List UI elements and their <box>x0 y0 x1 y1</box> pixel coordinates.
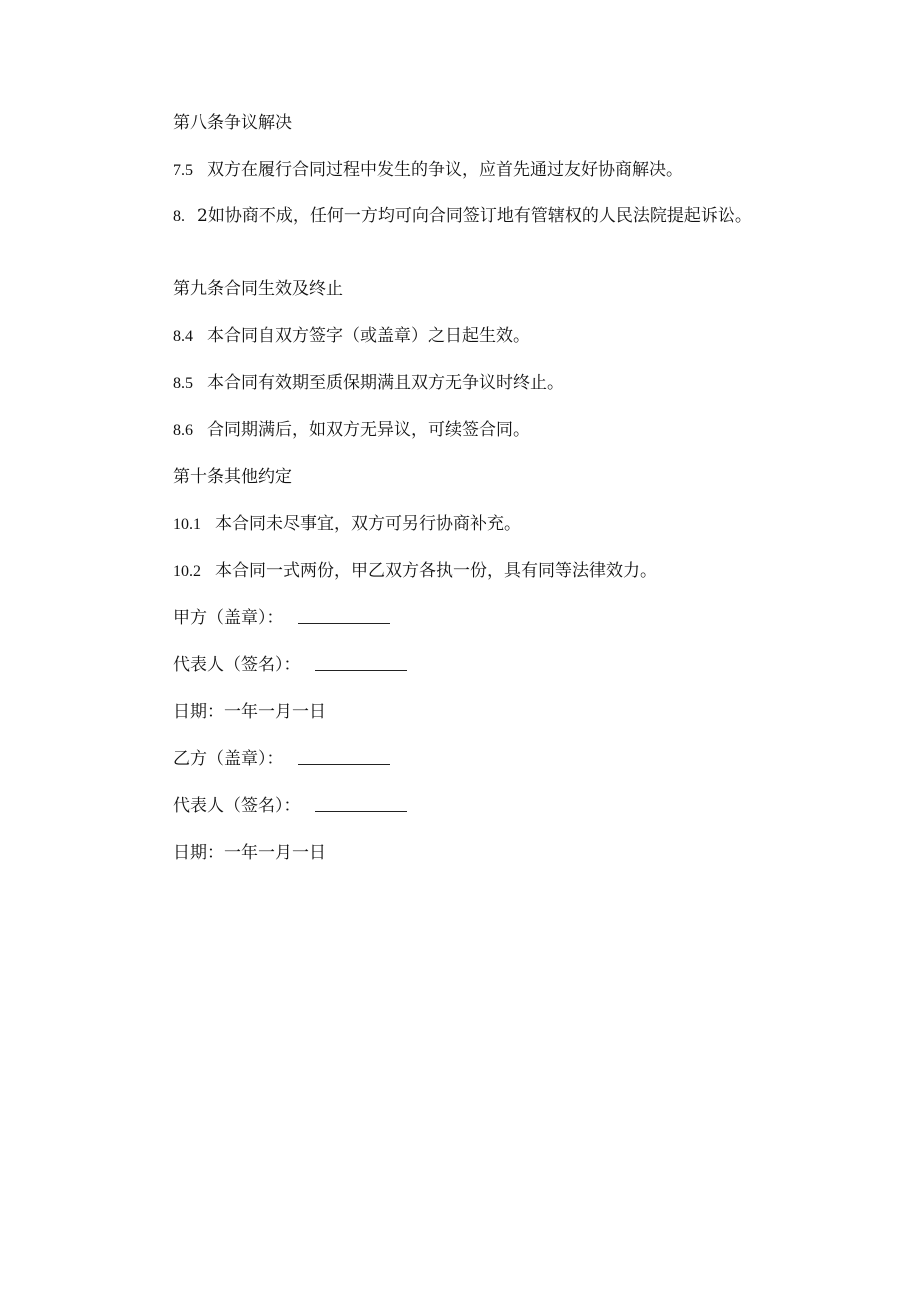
article-8-heading: 第八条争议解决 <box>173 113 292 133</box>
party-a-seal-blank[interactable] <box>298 609 390 624</box>
clause-number: 8.4 <box>173 328 193 345</box>
clause-number: 10.1 <box>173 516 201 533</box>
clause-text: 合同期满后，如双方无异议，可续签合同。 <box>207 420 530 440</box>
party-b-rep-line <box>173 793 407 819</box>
clause-8-4 <box>173 323 530 350</box>
party-b-date: 日期：一年一月一日 <box>173 843 326 863</box>
party-b-rep-blank[interactable] <box>315 797 407 812</box>
party-b-seal-blank[interactable] <box>298 750 390 765</box>
party-a-rep-line <box>173 652 407 678</box>
clause-text: 本合同未尽事宜，双方可另行协商补充。 <box>215 514 521 534</box>
article-9-heading: 第九条合同生效及终止 <box>173 279 343 299</box>
article-10-heading: 第十条其他约定 <box>173 467 292 487</box>
party-a-rep-label: 代表人（签名）： <box>173 655 301 675</box>
clause-text: 本合同一式两份，甲乙双方各执一份，具有同等法律效力。 <box>215 561 657 581</box>
clause-8-5 <box>173 370 564 397</box>
clause-number: 8.5 <box>173 375 193 392</box>
party-b-seal-label: 乙方（盖章）： <box>173 749 284 769</box>
clause-8-2 <box>137 203 777 230</box>
clause-10-2 <box>173 558 657 585</box>
clause-10-1 <box>173 511 521 538</box>
clause-8-6 <box>173 417 530 444</box>
party-a-seal-label: 甲方（盖章）： <box>173 608 284 628</box>
party-b-rep-label: 代表人（签名）： <box>173 796 301 816</box>
clause-number: 8.6 <box>173 422 193 439</box>
clause-text: 本合同自双方签字（或盖章）之日起生效。 <box>207 326 530 346</box>
clause-text: 2如协商不成，任何一方均可向合同签订地有管辖权的人民法院提起诉讼。 <box>197 206 752 226</box>
clause-7-5 <box>173 157 683 184</box>
clause-number: 10.2 <box>173 563 201 580</box>
clause-number: 8. <box>173 208 185 225</box>
clause-text: 本合同有效期至质保期满且双方无争议时终止。 <box>207 373 564 393</box>
clause-text: 双方在履行合同过程中发生的争议，应首先通过友好协商解决。 <box>207 160 683 180</box>
party-a-date: 日期：一年一月一日 <box>173 702 326 722</box>
party-a-seal-line <box>173 605 390 631</box>
party-a-rep-blank[interactable] <box>315 656 407 671</box>
party-b-seal-line <box>173 746 390 772</box>
clause-number: 7.5 <box>173 162 193 179</box>
